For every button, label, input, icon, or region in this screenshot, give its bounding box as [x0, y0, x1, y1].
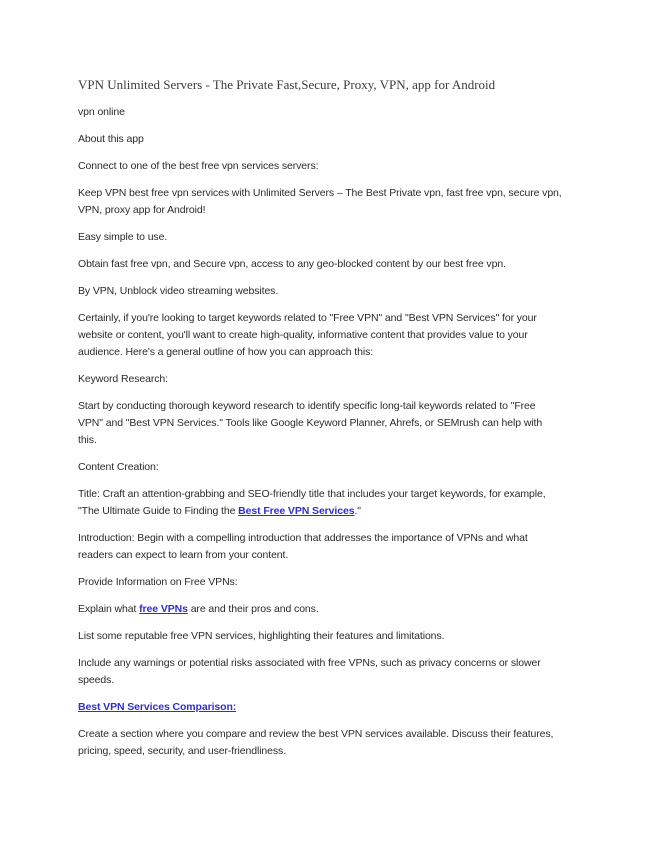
best-free-vpn-services-link[interactable]: Best Free VPN Services	[238, 505, 355, 517]
paragraph-keep-vpn	[78, 185, 578, 219]
text-line: vpn online	[78, 106, 125, 118]
text-line: Introduction: Begin with a compelling introduction that addresses the importance of VPNs and what	[78, 532, 528, 544]
text-line: audience. Here's a general outline of how you can approach this:	[78, 346, 374, 358]
heading-best-vpn-comparison	[78, 699, 578, 716]
text-line	[78, 699, 578, 716]
paragraph-explain	[78, 601, 578, 618]
text-line: Create a section where you compare and review the best VPN services available. Discuss their features,	[78, 728, 554, 740]
text-line: Start by conducting thorough keyword research to identify specific long-tail keywords related to "Free	[78, 400, 536, 412]
paragraph-certainly	[78, 310, 578, 361]
document-title: VPN Unlimited Servers - The Private Fast,Secure, Proxy, VPN, app for Android	[78, 77, 496, 92]
text-line: About this app	[78, 133, 144, 145]
paragraph-about-this-app	[78, 131, 578, 148]
paragraph-connect	[78, 158, 578, 175]
heading-content-creation	[78, 459, 578, 476]
text-line	[78, 503, 578, 520]
text-segment: Explain what	[78, 603, 140, 615]
best-vpn-services-comparison-link[interactable]: Best VPN Services Comparison:	[78, 701, 237, 713]
paragraph-create-section	[78, 726, 578, 760]
paragraph-include-warnings	[78, 655, 578, 689]
text-line: pricing, speed, security, and user-friendliness.	[78, 745, 287, 757]
paragraph-introduction	[78, 530, 578, 564]
heading-keyword-research	[78, 371, 578, 388]
free-vpns-link[interactable]: free VPNs	[139, 603, 188, 615]
text-line: By VPN, Unblock video streaming websites.	[78, 285, 279, 297]
text-line: VPN, proxy app for Android!	[78, 204, 206, 216]
paragraph-start-by	[78, 398, 578, 449]
text-line: Keep VPN best free vpn services with Unlimited Servers – The Best Private vpn, fast free vpn, secure vpn,	[78, 187, 562, 199]
paragraph-unblock	[78, 283, 578, 300]
text-line: Keyword Research:	[78, 373, 168, 385]
text-line: Include any warnings or potential risks associated with free VPNs, such as privacy concerns or slower	[78, 657, 541, 669]
text-line: VPN" and "Best VPN Services." Tools like Google Keyword Planner, Ahrefs, or SEMrush can help with	[78, 417, 543, 429]
text-segment: ."	[354, 505, 361, 517]
text-line: Content Creation:	[78, 461, 159, 473]
heading-provide-information	[78, 574, 578, 591]
text-segment: "The Ultimate Guide to Finding the	[78, 505, 239, 517]
text-line: this.	[78, 434, 97, 446]
text-line: Provide Information on Free VPNs:	[78, 576, 238, 588]
text-line: Connect to one of the best free vpn services servers:	[78, 160, 319, 172]
paragraph-byline	[78, 104, 578, 121]
text-line: Title: Craft an attention-grabbing and SEO-friendly title that includes your target keywords, for example,	[78, 488, 546, 500]
paragraph-obtain	[78, 256, 578, 273]
text-line: Certainly, if you're looking to target keywords related to "Free VPN" and "Best VPN Services" for your	[78, 312, 537, 324]
text-line: speeds.	[78, 674, 115, 686]
text-segment: are and their pros and cons.	[187, 603, 319, 615]
paragraph-easy	[78, 229, 578, 246]
text-line: website or content, you'll want to create high-quality, informative content that provides value to your	[78, 329, 528, 341]
text-line: List some reputable free VPN services, highlighting their features and limitations.	[78, 630, 445, 642]
text-line: Easy simple to use.	[78, 231, 168, 243]
text-line: readers can expect to learn from your content.	[78, 549, 289, 561]
text-line: Obtain fast free vpn, and Secure vpn, access to any geo-blocked content by our best free vpn.	[78, 258, 506, 270]
paragraph-title-craft	[78, 486, 578, 520]
text-line	[78, 601, 578, 618]
paragraph-list-reputable	[78, 628, 578, 645]
